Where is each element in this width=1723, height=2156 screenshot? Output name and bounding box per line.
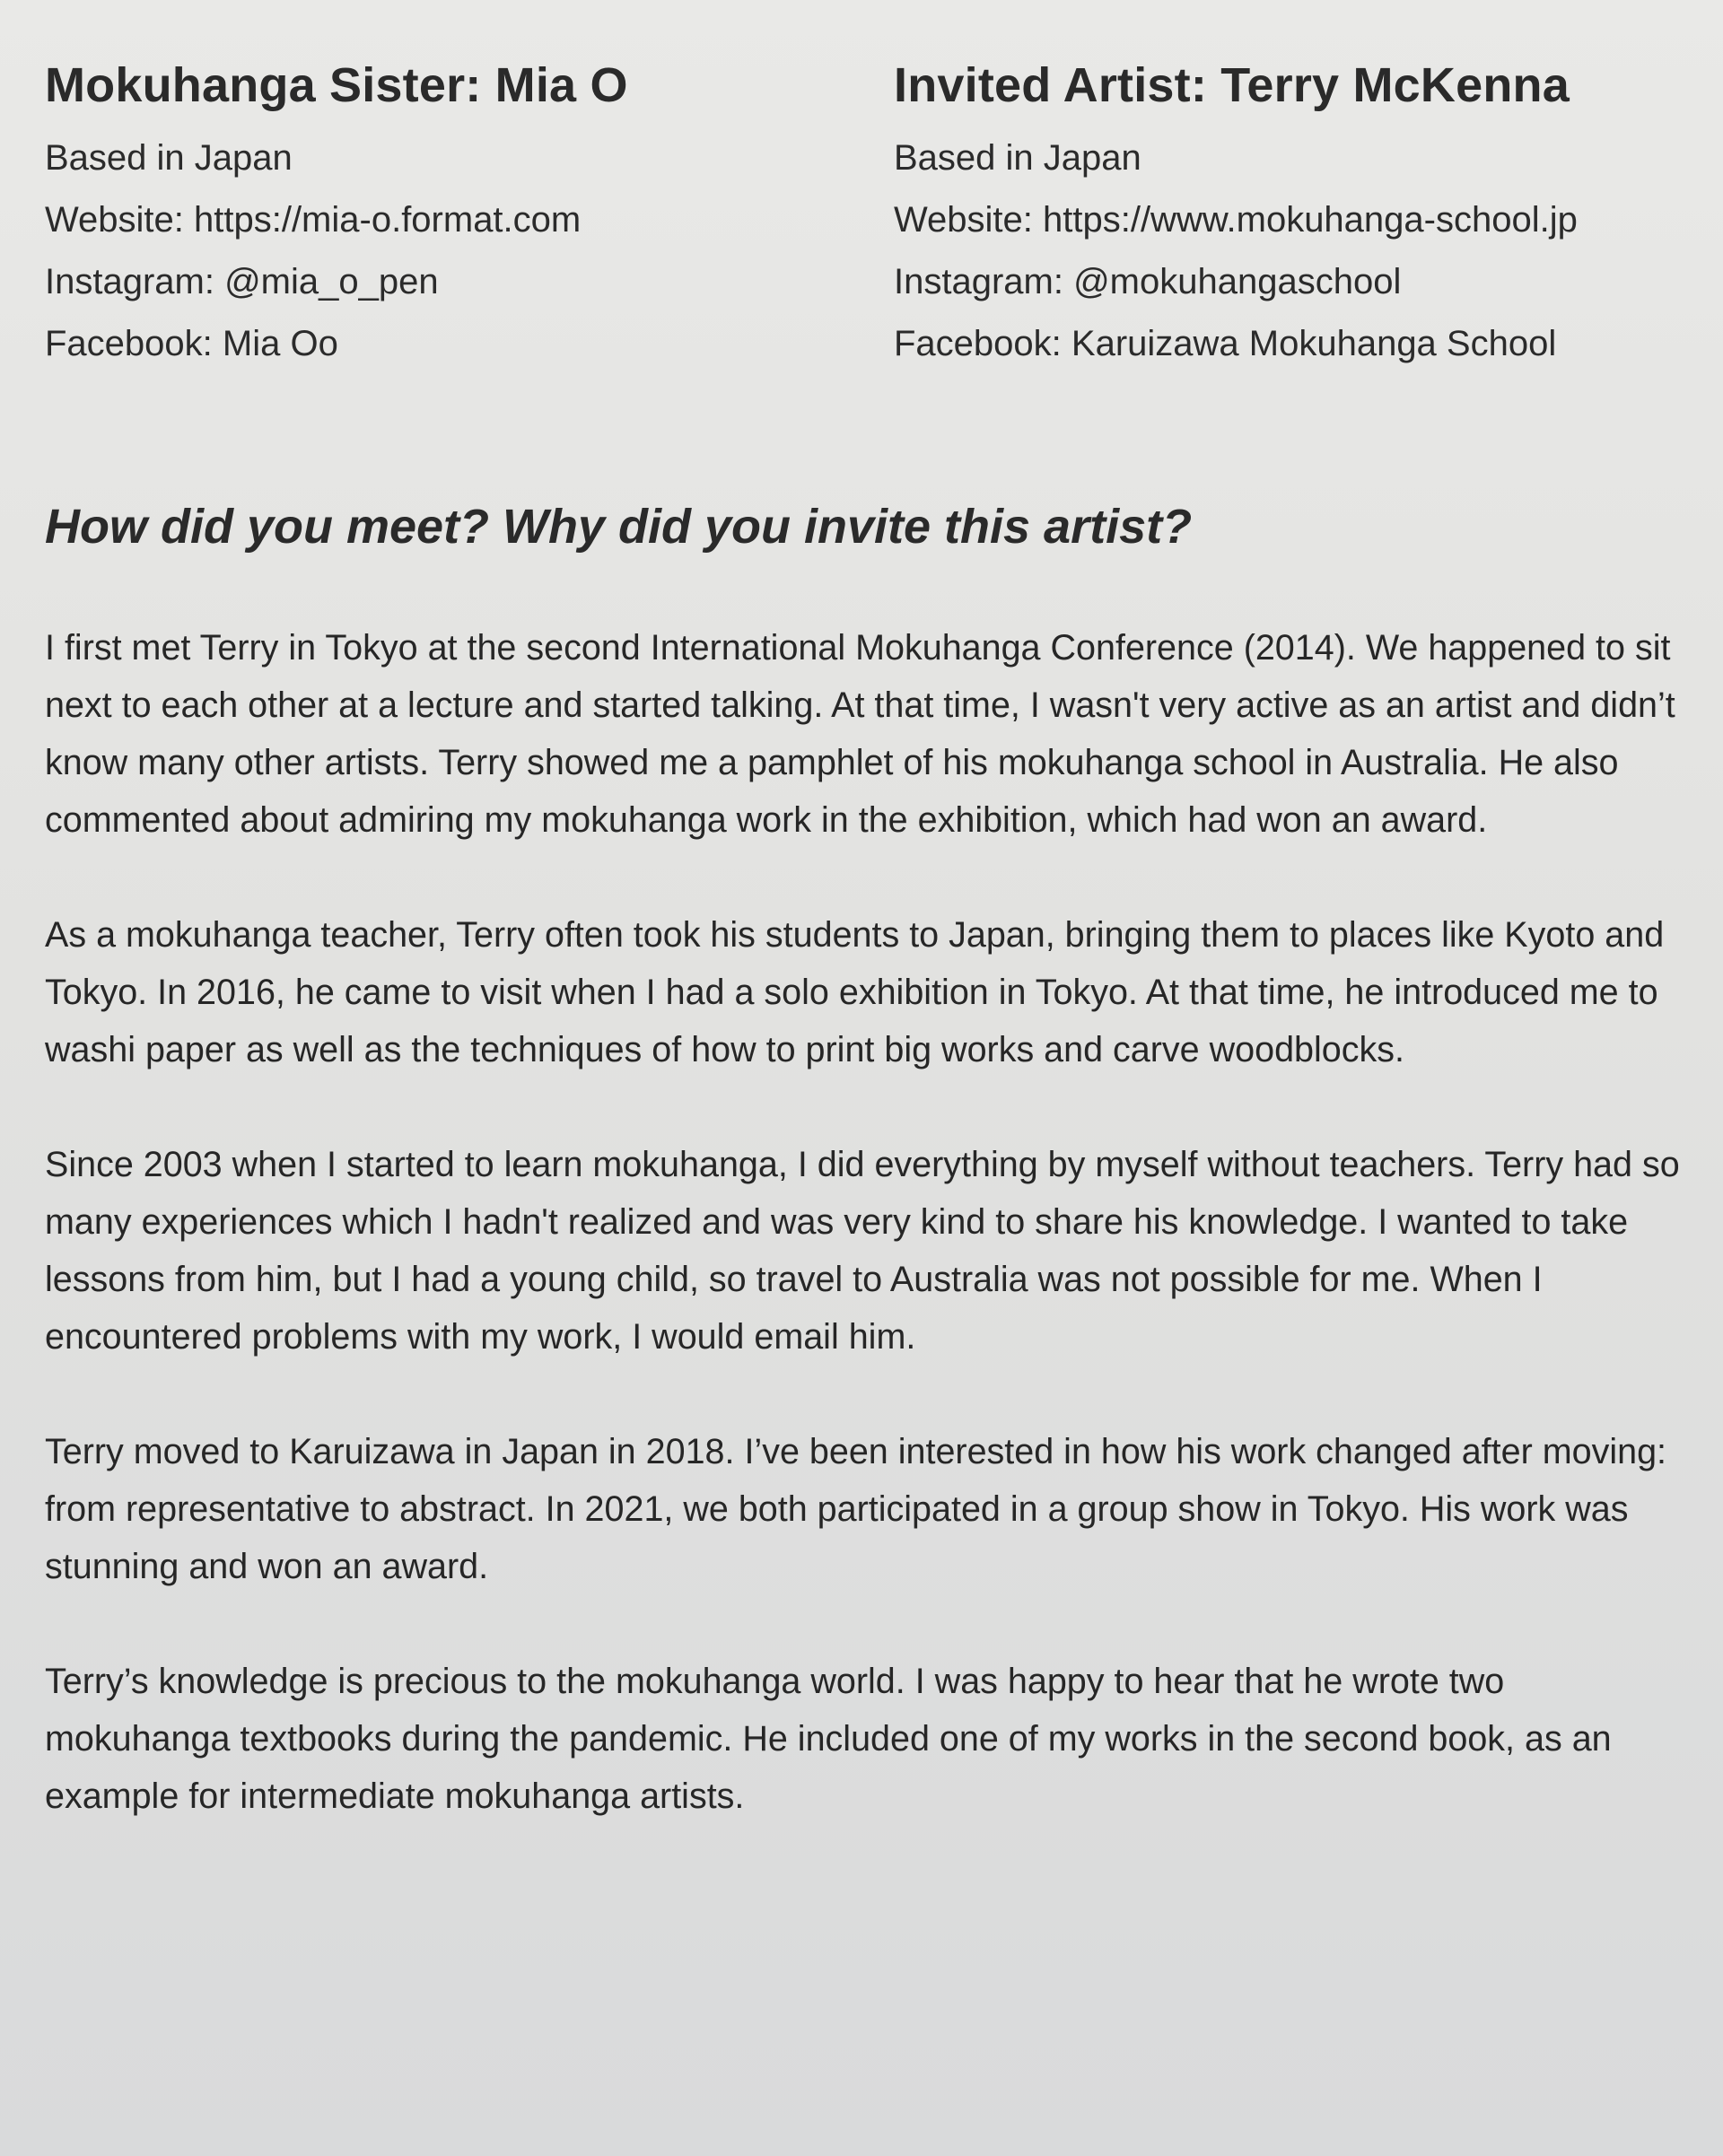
invited-instagram: Instagram: @mokuhangaschool xyxy=(894,262,1402,301)
paragraph-2: As a mokuhanga teacher, Terry often took his students to Japan, bringing them to places like Kyoto and Tokyo. In 2016, he came to visit when I had a solo exhibition in Tokyo. At that time, he introduced me to washi paper as well as the techniques of how to print big works and carve woodblocks. xyxy=(45,915,1665,1069)
paragraph-5: Terry’s knowledge is precious to the mokuhanga world. I was happy to hear that he wrote two mokuhanga textbooks during the pandemic. He included one of my works in the second book, as an example for intermediate mokuhanga artists. xyxy=(45,1662,1612,1816)
paragraph-4: Terry moved to Karuizawa in Japan in 2018. I’ve been interested in how his work changed after moving: from representative to abstract. In 2021, we both participated in a group show in Tokyo. His work was stunning and won an award. xyxy=(45,1432,1667,1586)
invited-based: Based in Japan xyxy=(894,138,1141,178)
paragraph-3: Since 2003 when I started to learn mokuhanga, I did everything by myself without teachers. Terry had so many experiences which I hadn't realized and was very kind to share his knowledge. I wanted to take lessons from him, but I had a young child, so travel to Australia was not possible for me. When I encountered problems with my work, I would email him. xyxy=(45,1145,1680,1357)
paragraph-1: I first met Terry in Tokyo at the second International Mokuhanga Conference (2014). We happened to sit next to each other at a lecture and started talking. At that time, I wasn't very active as an artist and didn’t know many other artists. Terry showed me a pamphlet of his mokuhanga school in Australia. He also commented about admiring my mokuhanga work in the exhibition, which had won an award. xyxy=(45,628,1675,840)
sister-info xyxy=(45,52,853,375)
sister-instagram: Instagram: @mia_o_pen xyxy=(45,262,439,301)
question-heading: How did you meet? Why did you invite this artist? xyxy=(45,500,1193,554)
invited-info xyxy=(894,52,1701,375)
sister-based: Based in Japan xyxy=(45,138,293,178)
invited-website: Website: https://www.mokuhanga-school.jp xyxy=(894,200,1578,240)
sister-facebook: Facebook: Mia Oo xyxy=(45,324,338,363)
answer-body xyxy=(45,619,1687,1882)
invited-title: Invited Artist: Terry McKenna xyxy=(894,58,1570,112)
invited-facebook: Facebook: Karuizawa Mokuhanga School xyxy=(894,324,1557,363)
sister-website: Website: https://mia-o.format.com xyxy=(45,200,582,240)
sister-title: Mokuhanga Sister: Mia O xyxy=(45,58,628,112)
